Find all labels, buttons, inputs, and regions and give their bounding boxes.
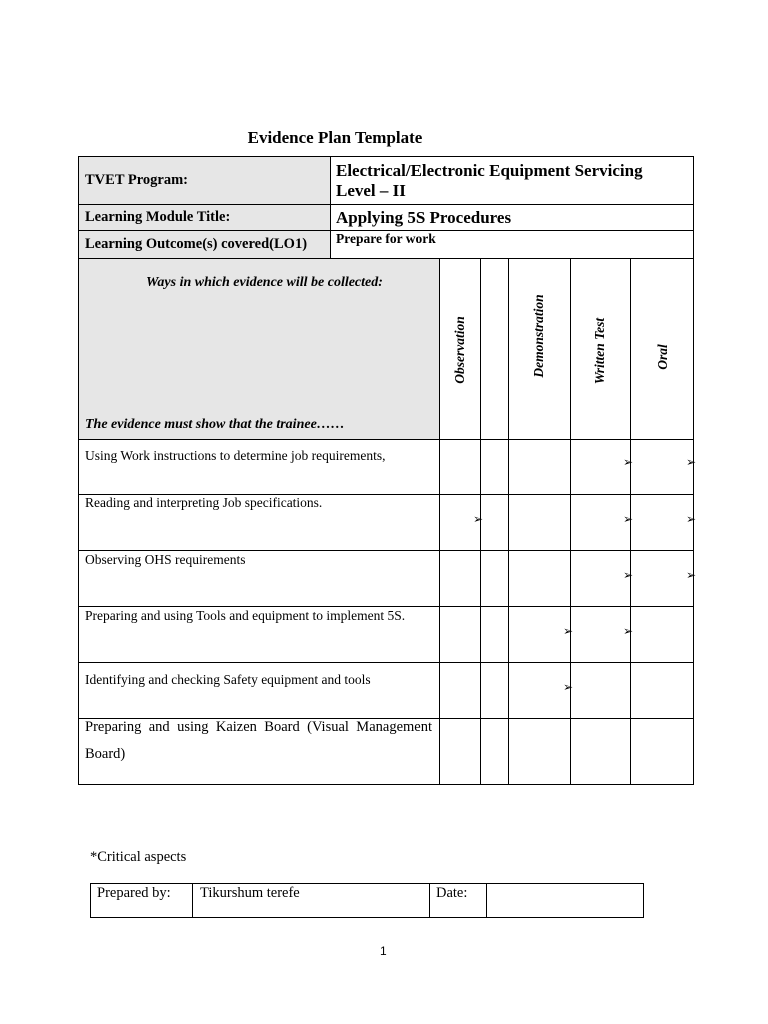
- evidence-row-3-text: Observing OHS requirements: [85, 552, 246, 567]
- page-number: 1: [380, 944, 387, 958]
- evidence-row-4-text: Preparing and using Tools and equipment to implement 5S.: [85, 608, 406, 623]
- module-value: Applying 5S Procedures: [336, 208, 512, 227]
- check-mark-r2-c5: ➢: [686, 512, 697, 526]
- check-mark-r2-c4: ➢: [623, 512, 634, 526]
- check-mark-r4-c4: ➢: [623, 624, 634, 638]
- ways-heading: Ways in which evidence will be collected:: [146, 275, 383, 290]
- column-header-written-test: Written Test: [592, 317, 607, 385]
- evidence-row-6-text: Preparing and using Kaizen Board (Visual Management Board): [85, 719, 432, 762]
- program-label: TVET Program:: [85, 172, 188, 188]
- program-value-line2: Level – II: [336, 181, 406, 200]
- evidence-heading: The evidence must show that the trainee……: [85, 417, 345, 432]
- check-mark-r4-c3: ➢: [563, 624, 574, 638]
- critical-aspects: *Critical aspects: [90, 849, 187, 865]
- evidence-row-5-text: Identifying and checking Safety equipment and tools: [85, 672, 371, 687]
- column-header-observation: Observation: [452, 316, 467, 384]
- module-label: Learning Module Title:: [85, 209, 231, 225]
- outcome-value: Prepare for work: [336, 231, 436, 246]
- outcome-label: Learning Outcome(s) covered(LO1): [85, 236, 308, 252]
- column-header-demonstration: Demonstration: [531, 294, 546, 378]
- column-header-oral: Oral: [655, 344, 670, 370]
- document-title: Evidence Plan Template: [247, 128, 423, 147]
- check-mark-r1-c5: ➢: [686, 455, 697, 469]
- check-mark-r2-c1: ➢: [473, 512, 484, 526]
- evidence-row-1-text: Using Work instructions to determine job requirements,: [85, 448, 386, 463]
- prepared-by-value: Tikurshum terefe: [200, 885, 300, 901]
- prepared-by-label: Prepared by:: [97, 885, 171, 901]
- check-mark-r3-c4: ➢: [623, 568, 634, 582]
- date-label: Date:: [436, 885, 468, 901]
- check-mark-r5-c3: ➢: [563, 680, 574, 694]
- check-mark-r3-c5: ➢: [686, 568, 697, 582]
- evidence-row-2-text: Reading and interpreting Job specifications.: [85, 495, 323, 510]
- check-mark-r1-c4: ➢: [623, 455, 634, 469]
- program-value-line1: Electrical/Electronic Equipment Servicing: [336, 161, 643, 180]
